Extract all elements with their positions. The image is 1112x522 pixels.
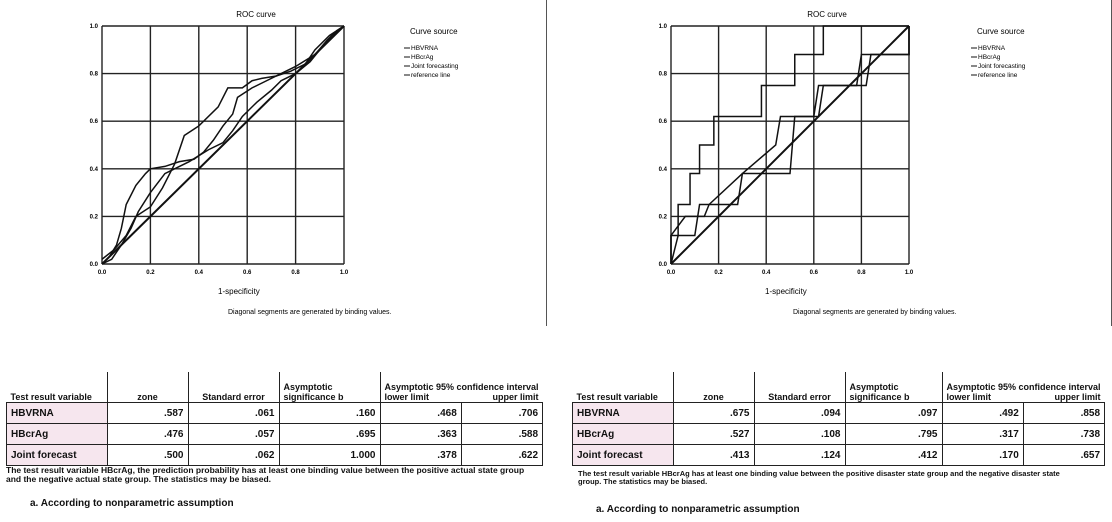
- legend-title: Curve source: [977, 27, 1025, 36]
- header-ci-group: [942, 372, 1105, 403]
- table-footnote-right: The test result variable HBcrAg has at least one binding value between the positive disaster state group and the negative disaster state group. The statistics may be biased.: [578, 469, 1060, 486]
- y-tick-label: 0.4: [658, 166, 667, 173]
- row-label: HBVRNA: [7, 403, 108, 424]
- x-tick-label: 0.6: [809, 270, 818, 276]
- y-tick-label: 0.8: [658, 71, 667, 78]
- cell-standard-error: .108: [754, 424, 845, 445]
- header-significance: Asymptotic significance b: [279, 372, 380, 403]
- x-tick-label: 0.8: [291, 270, 300, 276]
- chart-title: ROC curve: [236, 10, 276, 19]
- legend-entry: HBcrAg: [978, 54, 1001, 61]
- y-tick-label: 1.0: [89, 24, 98, 30]
- cell-zone: .527: [673, 424, 754, 445]
- cell-significance: .695: [279, 424, 380, 445]
- x-tick-label: 0.4: [762, 270, 771, 276]
- x-tick-label: 1.0: [339, 270, 349, 276]
- cell-zone: .476: [107, 424, 188, 445]
- row-label: Joint forecast: [573, 445, 674, 466]
- legend-entry: Joint forecasting: [978, 63, 1026, 70]
- cell-standard-error: .057: [188, 424, 279, 445]
- roc-chart-right: [547, 0, 1111, 326]
- cell-significance: 1.000: [279, 445, 380, 466]
- cell-standard-error: .061: [188, 403, 279, 424]
- cell-ci-lower: .492: [942, 403, 1023, 424]
- x-tick-label: 0.4: [194, 270, 203, 276]
- header-ci-label: Asymptotic 95% confidence interval: [384, 382, 539, 392]
- table-note-right: a. According to nonparametric assumption: [596, 504, 800, 515]
- table-row: [7, 424, 543, 445]
- cell-zone: .413: [673, 445, 754, 466]
- header-significance: Asymptotic significance b: [845, 372, 942, 403]
- y-tick-label: 0.0: [658, 262, 667, 268]
- cell-significance: .412: [845, 445, 942, 466]
- cell-ci-upper: .622: [461, 445, 542, 466]
- legend: [410, 27, 458, 36]
- roc-panel-left: [0, 0, 540, 326]
- cell-ci-upper: .588: [461, 424, 542, 445]
- cell-ci-upper: .657: [1023, 445, 1104, 466]
- cell-standard-error: .062: [188, 445, 279, 466]
- cell-standard-error: .124: [754, 445, 845, 466]
- header-ci-label: Asymptotic 95% confidence interval: [946, 382, 1101, 392]
- cell-zone: .500: [107, 445, 188, 466]
- y-tick-label: 1.0: [658, 24, 667, 30]
- x-axis-label: 1-specificity: [218, 287, 260, 296]
- chart-footnote: Diagonal segments are generated by binding values.: [793, 309, 957, 316]
- plot-area: [659, 24, 914, 276]
- table-note-left: a. According to nonparametric assumption: [30, 498, 234, 509]
- x-tick-label: 0.0: [97, 270, 107, 276]
- x-tick-label: 0.2: [146, 270, 155, 276]
- table-footnote-left: The test result variable HBcrAg, the prediction probability has at least one binding value between the positive actual state group and the negative actual state group. The statistics may be biased.: [6, 465, 525, 484]
- header-ci-lower: lower limit: [946, 392, 992, 402]
- header-standard-error: Standard error: [188, 372, 279, 403]
- y-tick-label: 0.6: [658, 119, 667, 126]
- cell-ci-lower: .363: [380, 424, 461, 445]
- series-line-reference-line: [102, 26, 344, 264]
- y-tick-label: 0.6: [89, 119, 98, 126]
- legend-entry: HBcrAg: [411, 54, 434, 61]
- x-tick-label: 0.0: [666, 270, 676, 276]
- row-label: HBcrAg: [7, 424, 108, 445]
- table-row: [7, 445, 543, 466]
- x-tick-label: 0.6: [243, 270, 252, 276]
- cell-ci-lower: .468: [380, 403, 461, 424]
- legend-entry: reference line: [978, 72, 1018, 79]
- header-zone: zone: [107, 372, 188, 403]
- table-row: [7, 403, 543, 424]
- cell-ci-upper: .738: [1023, 424, 1104, 445]
- y-tick-label: 0.0: [89, 262, 98, 268]
- x-tick-label: 0.8: [857, 270, 866, 276]
- y-tick-label: 0.2: [658, 214, 667, 221]
- row-label: HBVRNA: [573, 403, 674, 424]
- roc-panel-right: [546, 0, 1112, 326]
- y-tick-label: 0.2: [89, 214, 98, 221]
- cell-ci-upper: .706: [461, 403, 542, 424]
- cell-ci-lower: .317: [942, 424, 1023, 445]
- legend-entry: Joint forecasting: [411, 63, 459, 70]
- auc-table-right: [572, 372, 1105, 466]
- row-label: HBcrAg: [573, 424, 674, 445]
- x-axis-label: 1-specificity: [765, 287, 807, 296]
- legend-entry: HBVRNA: [411, 45, 439, 52]
- cell-significance: .097: [845, 403, 942, 424]
- header-ci-upper: upper limit: [1054, 392, 1101, 402]
- table-row: [573, 424, 1105, 445]
- cell-significance: .160: [279, 403, 380, 424]
- plot-area: [90, 24, 349, 276]
- table-row: [573, 403, 1105, 424]
- cell-standard-error: .094: [754, 403, 845, 424]
- cell-ci-upper: .858: [1023, 403, 1104, 424]
- header-ci-upper: upper limit: [492, 392, 539, 402]
- header-standard-error: Standard error: [754, 372, 845, 403]
- x-tick-label: 1.0: [904, 270, 914, 276]
- cell-zone: .675: [673, 403, 754, 424]
- cell-ci-lower: .170: [942, 445, 1023, 466]
- x-tick-label: 0.2: [714, 270, 723, 276]
- auc-table-left: [6, 372, 543, 466]
- roc-chart-left: [0, 0, 540, 326]
- header-ci-lower: lower limit: [384, 392, 430, 402]
- header-ci-group: [380, 372, 543, 403]
- cell-zone: .587: [107, 403, 188, 424]
- header-test-variable: Test result variable: [7, 372, 108, 403]
- cell-significance: .795: [845, 424, 942, 445]
- row-label: Joint forecast: [7, 445, 108, 466]
- table-row: [573, 445, 1105, 466]
- header-test-variable: Test result variable: [573, 372, 674, 403]
- cell-ci-lower: .378: [380, 445, 461, 466]
- legend-entry: reference line: [411, 72, 451, 79]
- chart-footnote: Diagonal segments are generated by binding values.: [228, 309, 392, 316]
- header-zone: zone: [673, 372, 754, 403]
- y-tick-label: 0.8: [89, 71, 98, 78]
- chart-title: ROC curve: [807, 10, 847, 19]
- y-tick-label: 0.4: [89, 166, 98, 173]
- legend-title: Curve source: [410, 27, 458, 36]
- legend: [977, 27, 1025, 36]
- legend-entry: HBVRNA: [978, 45, 1006, 52]
